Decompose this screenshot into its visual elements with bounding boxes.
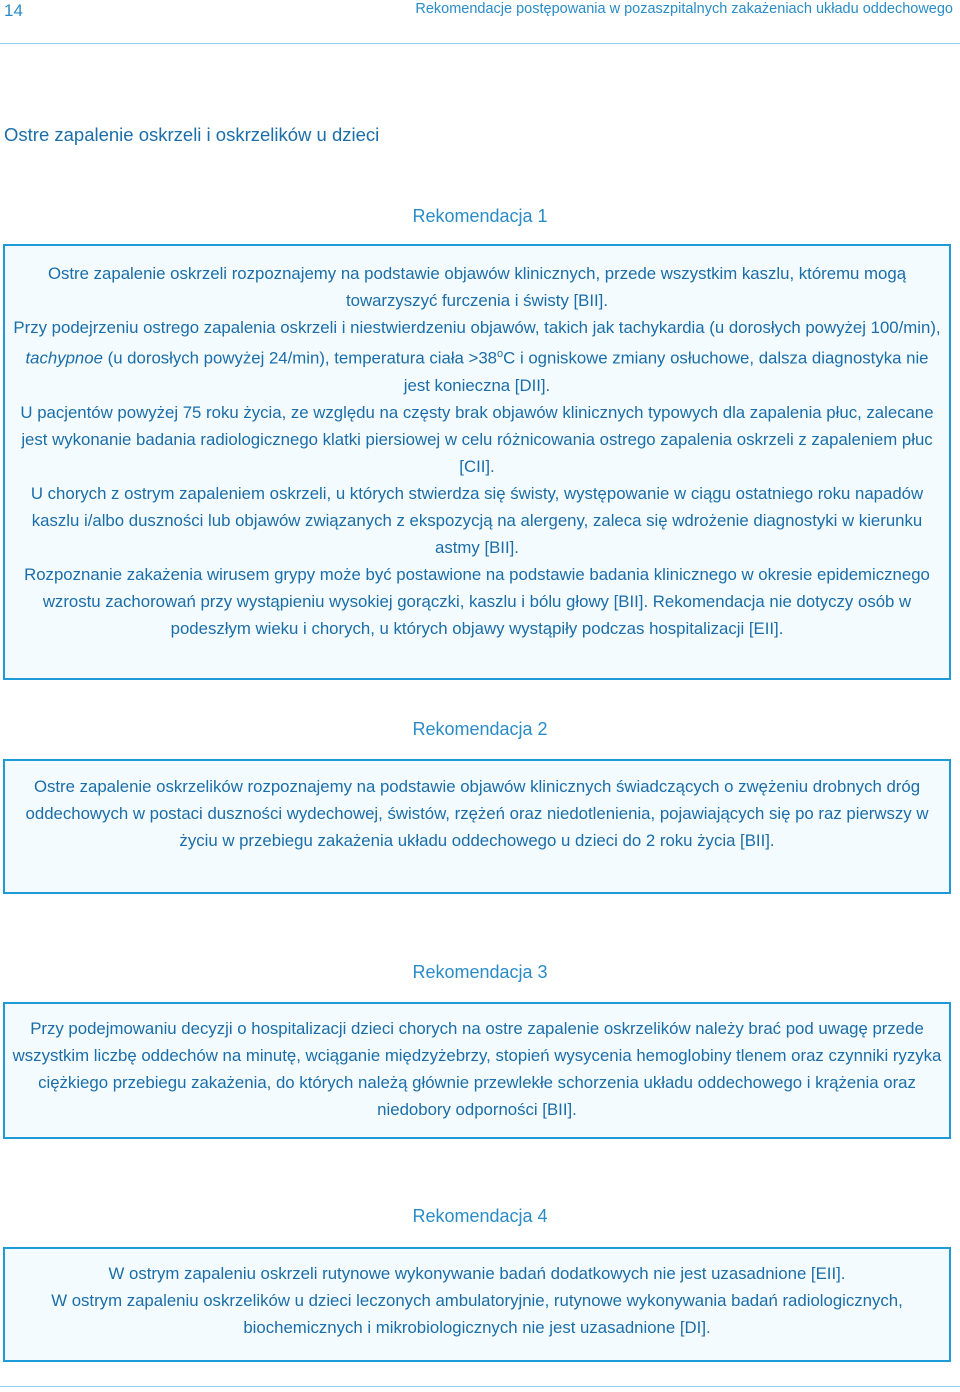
rec-4-box [3,1247,951,1362]
running-header: Rekomendacje postępowania w pozaszpitalnych zakażeniach układu oddechowego [415,1,953,17]
rec-1-paragraph-3: U pacjentów powyżej 75 roku życia, ze względu na częsty brak objawów klinicznych typowych dla zapalenia płuc, zalecane jest wykonanie badania radiologicznego klatki piersiowej w celu różnicowania ostrego zapalenia oskrzeli z zapaleniem płuc [CII]. [20,402,934,476]
rec-2-paragraph-1: Ostre zapalenie oskrzelików rozpoznajemy na podstawie objawów klinicznych świadczących o zwężeniu drobnych dróg oddechowych w postaci duszności wydechowej, świstów, rzężeń oraz niedotlenienia, pojawiających się po raz pierwszy w życiu w przebiegu zakażenia układu oddechowego u dzieci do 2 roku życia [BII]. [25,777,929,850]
rec-1-p2-text-b: (u dorosłych powyżej 24/min), temperatura ciała >38 [102,348,498,368]
rec-1-heading: Rekomendacja 1 [412,206,548,226]
rec-1-paragraph-2 [11,314,943,399]
rec-1-box [3,244,951,680]
rec-4-paragraph-1: W ostrym zapaleniu oskrzeli rutynowe wykonywanie badań dodatkowych nie jest uzasadnione [EII]. [108,1264,846,1283]
rec-3-heading: Rekomendacja 3 [412,962,548,982]
rec-2-box [3,759,951,894]
section-title: Ostre zapalenie oskrzeli i oskrzelików u dzieci [4,124,380,145]
rec-1-p2-text-c: C i ogniskowe zmiany osłuchowe, dalsza diagnostyka nie jest konieczna [DII]. [403,348,929,395]
rec-4-paragraph-2: W ostrym zapaleniu oskrzelików u dzieci leczonych ambulatoryjnie, rutynowe wykonywania badań radiologicznych, biochemicznych i mikrobiologicznych nie jest uzasadnione [DI]. [51,1291,903,1337]
header-rule [0,43,960,44]
rec-1-p2-degree: o [497,348,504,360]
rec-3-paragraph-1: Przy podejmowaniu decyzji o hospitalizacji dzieci chorych na ostre zapalenie oskrzelików należy brać pod uwagę przede wszystkim liczbę oddechów na minutę, wciąganie międzyżebrzy, stopień wysycenia hemoglobiny tlenem oraz czynniki ryzyka ciężkiego przebiegu zakażenia, do których należą głównie przewlekłe schorzenia układu oddechowego i krążenia oraz niedobory odporności [BII]. [12,1019,942,1119]
page-number: 14 [4,1,23,20]
rec-1-paragraph-4: U chorych z ostrym zapaleniem oskrzeli, u których stwierdza się świsty, występowanie w ciągu ostatniego roku napadów kaszlu i/albo duszności lub objawów związanych z ekspozycją na alergeny, zaleca się wdrożenie diagnostyki w kierunku astmy [BII]. [30,483,924,557]
rec-1-paragraph-1: Ostre zapalenie oskrzeli rozpoznajemy na podstawie objawów klinicznych, przede wszystkim kaszlu, któremu mogą towarzyszyć furczenia i świsty [BII]. [47,264,907,310]
rec-3-box [3,1002,951,1139]
rec-4-heading: Rekomendacja 4 [412,1206,548,1226]
rec-1-p2-text-a: Przy podejrzeniu ostrego zapalenia oskrzeli i niestwierdzeniu objawów, takich jak tachykardia (u dorosłych powyżej 100/min), [13,318,941,337]
footer-rule [0,1386,960,1387]
rec-2-heading: Rekomendacja 2 [412,719,548,739]
rec-1-paragraph-5: Rozpoznanie zakażenia wirusem grypy może być postawione na podstawie badania klinicznego w okresie epidemicznego wzrostu zachorowań przy wystąpieniu wysokiej gorączki, kaszlu i bólu głowy [BII]. Rekomendacja nie dotyczy osób w podeszłym wieku i chorych, u których objawy wystąpiły podczas hospitalizacji [EII]. [24,564,930,638]
rec-1-p2-italic: tachypnoe [25,348,103,368]
